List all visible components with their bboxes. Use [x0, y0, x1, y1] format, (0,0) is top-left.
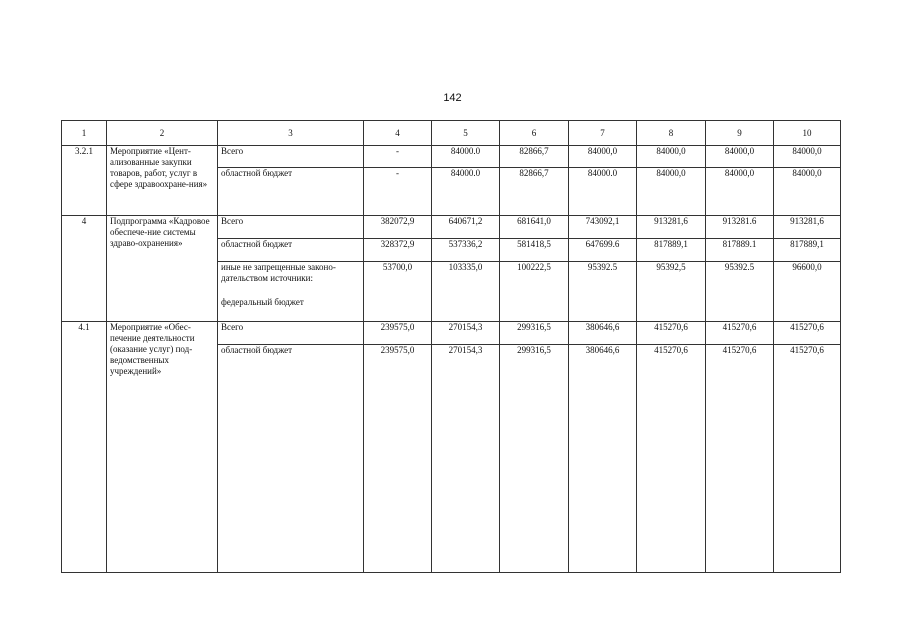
value-cell: 415270,6: [637, 322, 706, 345]
value-cell: 380646,6: [569, 322, 637, 345]
value-cell: 95392.5: [569, 262, 637, 322]
funding-source-federal: федеральный бюджет: [221, 297, 304, 307]
row-name: Мероприятие «Обес-печение деятельности (оказание услуг) под-ведомственных учреждений»: [107, 322, 218, 573]
value-cell: 84000,0: [706, 168, 774, 216]
header-cell: 9: [706, 121, 774, 146]
value-cell: 84000,0: [637, 168, 706, 216]
value-cell: 84000.0: [432, 146, 500, 168]
page-number: 142: [443, 92, 462, 104]
header-cell: 7: [569, 121, 637, 146]
row-code: 4: [62, 216, 107, 322]
value-cell: 817889,1: [774, 239, 841, 262]
value-cell: 100222,5: [500, 262, 569, 322]
value-cell: 299316,5: [500, 345, 569, 573]
value-cell: 239575,0: [364, 322, 432, 345]
header-cell: 1: [62, 121, 107, 146]
header-cell: 5: [432, 121, 500, 146]
table-row: [62, 146, 841, 168]
header-row: [62, 121, 841, 146]
value-cell: 84000,0: [774, 146, 841, 168]
value-cell: 913281.6: [706, 216, 774, 239]
value-cell: 913281,6: [637, 216, 706, 239]
header-cell: 2: [107, 121, 218, 146]
funding-source: областной бюджет: [218, 239, 364, 262]
value-cell: 382072,9: [364, 216, 432, 239]
value-cell: 239575,0: [364, 345, 432, 573]
funding-source: Всего: [218, 216, 364, 239]
value-cell: 270154,3: [432, 345, 500, 573]
funding-source: областной бюджет: [218, 345, 364, 573]
value-cell: 95392,5: [637, 262, 706, 322]
value-cell: 817889.1: [706, 239, 774, 262]
row-code: 4.1: [62, 322, 107, 573]
table-row: [62, 216, 841, 239]
funding-source: областной бюджет: [218, 168, 364, 216]
value-cell: 913281,6: [774, 216, 841, 239]
value-cell: 84000.0: [432, 168, 500, 216]
value-cell: 82866,7: [500, 168, 569, 216]
value-cell: 581418,5: [500, 239, 569, 262]
value-cell: 415270,6: [774, 322, 841, 345]
value-cell: 84000,0: [774, 168, 841, 216]
row-name: Подпрограмма «Кадровое обеспече-ние системы здраво-охранения»: [107, 216, 218, 322]
funding-source-other: иные не запрещенные законо-дательством источники:: [221, 262, 336, 283]
value-cell: 817889,1: [637, 239, 706, 262]
value-cell: 640671,2: [432, 216, 500, 239]
value-cell: 743092,1: [569, 216, 637, 239]
value-cell: 299316,5: [500, 322, 569, 345]
value-cell: 84000,0: [569, 146, 637, 168]
value-cell: 270154,3: [432, 322, 500, 345]
value-cell: 415270,6: [706, 345, 774, 573]
row-name: Мероприятие «Цент-ализованные закупки товаров, работ, услуг в сфере здравоохране-ния»: [107, 146, 218, 216]
value-cell: 537336,2: [432, 239, 500, 262]
value-cell: 681641,0: [500, 216, 569, 239]
table-header: [62, 121, 841, 146]
value-cell: 415270,6: [706, 322, 774, 345]
value-cell: 84000.0: [569, 168, 637, 216]
header-cell: 3: [218, 121, 364, 146]
funding-source: Всего: [218, 146, 364, 168]
value-cell: 328372,9: [364, 239, 432, 262]
value-cell: 53700,0: [364, 262, 432, 322]
header-cell: 4: [364, 121, 432, 146]
value-cell: -: [364, 168, 432, 216]
header-cell: 6: [500, 121, 569, 146]
value-cell: 647699.6: [569, 239, 637, 262]
value-cell: 95392.5: [706, 262, 774, 322]
header-cell: 10: [774, 121, 841, 146]
funding-source: Всего: [218, 322, 364, 345]
table-row: [62, 322, 841, 345]
value-cell: -: [364, 146, 432, 168]
value-cell: 415270,6: [774, 345, 841, 573]
row-code: 3.2.1: [62, 146, 107, 216]
value-cell: 84000,0: [637, 146, 706, 168]
funding-source: [218, 262, 364, 322]
value-cell: 96600,0: [774, 262, 841, 322]
value-cell: 84000,0: [706, 146, 774, 168]
value-cell: 82866,7: [500, 146, 569, 168]
value-cell: 103335,0: [432, 262, 500, 322]
header-cell: 8: [637, 121, 706, 146]
budget-table: [61, 120, 841, 573]
value-cell: 415270,6: [637, 345, 706, 573]
value-cell: 380646,6: [569, 345, 637, 573]
